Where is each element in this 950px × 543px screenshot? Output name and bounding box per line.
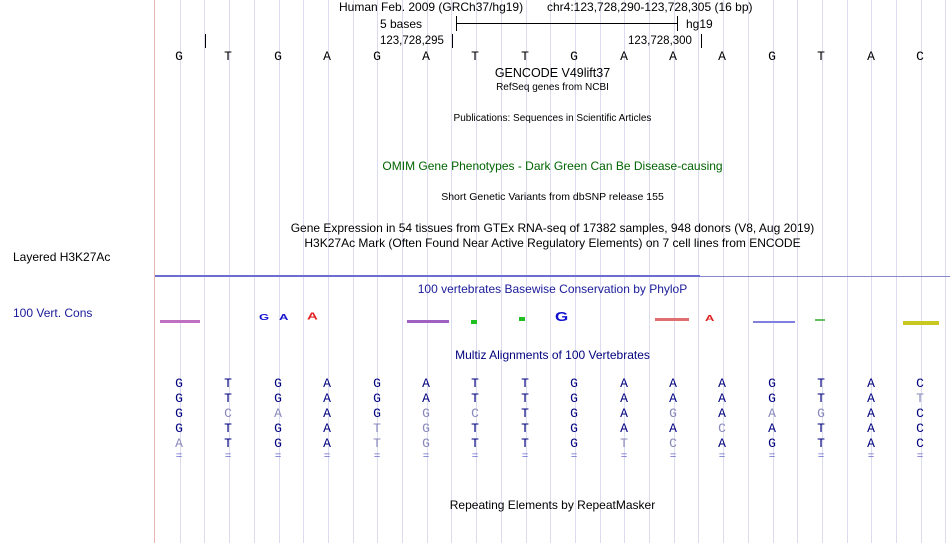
alignment-base: T — [817, 376, 825, 391]
alignment-base: G — [274, 421, 282, 436]
track-label-column — [0, 0, 156, 543]
alignment-base: T — [471, 376, 479, 391]
alignment-base: T — [521, 391, 529, 406]
alignment-base: A — [867, 436, 875, 451]
alignment-base: G — [570, 391, 578, 406]
alignment-base: T — [471, 421, 479, 436]
alignment-base: A — [867, 406, 875, 421]
alignment-base: A — [274, 406, 282, 421]
scale-bar-right-tick — [677, 16, 678, 31]
multiz-track-title[interactable]: Multiz Alignments of 100 Vertebrates — [455, 348, 650, 362]
alignment-base: G — [274, 391, 282, 406]
base-letter: T — [224, 49, 232, 64]
alignment-base: G — [175, 391, 183, 406]
alignment-base: T — [521, 376, 529, 391]
alignment-base: A — [718, 376, 726, 391]
alignment-base: T — [620, 436, 628, 451]
conservation-logo-g: G — [259, 313, 270, 322]
alignment-gap: = — [323, 451, 331, 463]
phylop-track-title[interactable]: 100 vertebrates Basewise Conservation by PhyloP — [417, 282, 688, 296]
scale-bar — [456, 23, 677, 24]
conservation-logo-a: A — [307, 310, 318, 323]
alignment-base: G — [175, 376, 183, 391]
alignment-base: A — [867, 421, 875, 436]
alignment-base: T — [471, 391, 479, 406]
conservation-bar — [407, 320, 449, 323]
alignment-base: A — [323, 391, 331, 406]
base-letter: A — [669, 49, 677, 64]
alignment-base: A — [669, 421, 677, 436]
alignment-gap: = — [669, 451, 677, 463]
conservation-bar — [160, 320, 200, 323]
ruler-tick — [701, 34, 702, 48]
conservation-bar — [903, 321, 939, 325]
base-letter: T — [817, 49, 825, 64]
alignment-base: T — [224, 436, 232, 451]
alignment-base: G — [422, 436, 430, 451]
conservation-logo-g: G — [555, 309, 569, 324]
position-readout: chr4:123,728,290-123,728,305 (16 bp) — [547, 0, 753, 14]
alignment-base: A — [422, 376, 430, 391]
alignment-base: T — [817, 421, 825, 436]
alignment-base: G — [373, 391, 381, 406]
browser-track-area[interactable] — [155, 0, 950, 543]
alignment-base: A — [323, 421, 331, 436]
base-letter: G — [768, 49, 776, 64]
conservation-bar — [753, 321, 795, 323]
base-letter: A — [323, 49, 331, 64]
h3k27ac-track-label[interactable]: Layered H3K27Ac — [13, 250, 111, 264]
alignment-base: G — [422, 406, 430, 421]
alignment-base: T — [224, 421, 232, 436]
alignment-base: G — [373, 376, 381, 391]
base-letter: A — [422, 49, 430, 64]
alignment-base: G — [373, 406, 381, 421]
alignment-base: A — [175, 436, 183, 451]
alignment-base: T — [521, 436, 529, 451]
alignment-base: T — [521, 421, 529, 436]
dbsnp-track-title[interactable]: Short Genetic Variants from dbSNP release 155 — [441, 191, 664, 203]
alignment-gap: = — [422, 451, 430, 463]
alignment-base: C — [916, 436, 924, 451]
alignment-gap: = — [867, 451, 875, 463]
alignment-gap: = — [521, 451, 529, 463]
base-letter: A — [718, 49, 726, 64]
alignment-base: G — [570, 376, 578, 391]
alignment-base: G — [422, 421, 430, 436]
base-letter: G — [570, 49, 578, 64]
base-letter: C — [916, 49, 924, 64]
alignment-base: A — [669, 376, 677, 391]
publications-track-title[interactable]: Publications: Sequences in Scientific Articles — [453, 113, 652, 124]
conservation-bar — [471, 320, 477, 324]
base-letter: G — [373, 49, 381, 64]
alignment-gap: = — [373, 451, 381, 463]
alignment-gap: = — [471, 451, 479, 463]
ruler-coord-left: 123,728,295 — [380, 35, 444, 47]
alignment-base: A — [620, 391, 628, 406]
alignment-base: C — [669, 436, 677, 451]
alignment-base: G — [768, 376, 776, 391]
alignment-base: A — [323, 376, 331, 391]
alignment-base: C — [916, 406, 924, 421]
alignment-base: T — [224, 391, 232, 406]
alignment-base: G — [570, 421, 578, 436]
alignment-base: C — [718, 421, 726, 436]
alignment-base: A — [620, 376, 628, 391]
alignment-base: G — [817, 406, 825, 421]
alignment-base: A — [323, 406, 331, 421]
alignment-base: T — [373, 436, 381, 451]
conservation-logo-a: A — [279, 313, 289, 322]
alignment-base: G — [768, 436, 776, 451]
alignment-gap: = — [274, 451, 282, 463]
alignment-base: A — [323, 436, 331, 451]
base-letter: A — [867, 49, 875, 64]
alignment-base: T — [817, 436, 825, 451]
alignment-gap: = — [224, 451, 232, 463]
alignment-base: A — [718, 406, 726, 421]
alignment-base: A — [867, 391, 875, 406]
conservation-logo-a: A — [705, 314, 715, 323]
base-letter: A — [620, 49, 628, 64]
alignment-base: G — [274, 436, 282, 451]
base-letter: T — [471, 49, 479, 64]
ruler-tick — [452, 34, 453, 48]
repeatmasker-track-title[interactable]: Repeating Elements by RepeatMasker — [449, 498, 656, 512]
alignment-base: G — [570, 406, 578, 421]
alignment-base: A — [867, 376, 875, 391]
refseq-track-subtitle: RefSeq genes from NCBI — [496, 82, 609, 93]
h3k27ac-signal-bar — [155, 275, 700, 277]
base-letter: T — [521, 49, 529, 64]
alignment-base: G — [669, 406, 677, 421]
alignment-base: T — [916, 391, 924, 406]
alignment-base: A — [422, 391, 430, 406]
alignment-base: G — [175, 421, 183, 436]
conservation-bar — [815, 319, 825, 321]
base-letter: G — [175, 49, 183, 64]
alignment-base: A — [768, 406, 776, 421]
ruler-coord-right: 123,728,300 — [628, 35, 692, 47]
alignment-base: A — [718, 436, 726, 451]
omim-track-title[interactable]: OMIM Gene Phenotypes - Dark Green Can Be Disease-causing — [382, 159, 723, 173]
alignment-base: C — [916, 376, 924, 391]
conservation-bar — [519, 317, 525, 321]
assembly-title: Human Feb. 2009 (GRCh37/hg19) — [339, 0, 524, 14]
conservation-bar — [655, 318, 689, 321]
alignment-gap: = — [570, 451, 578, 463]
conservation-track-label[interactable]: 100 Vert. Cons — [13, 306, 93, 320]
scale-bar-left-tick — [456, 16, 457, 31]
alignment-base: G — [570, 436, 578, 451]
alignment-base: T — [471, 436, 479, 451]
alignment-base: A — [620, 406, 628, 421]
alignment-gap: = — [817, 451, 825, 463]
base-letter: G — [274, 49, 282, 64]
alignment-gap: = — [916, 451, 924, 463]
gencode-track-title[interactable]: GENCODE V49lift37 — [494, 66, 611, 80]
alignment-gap: = — [718, 451, 726, 463]
alignment-base: C — [471, 406, 479, 421]
alignment-base: C — [224, 406, 232, 421]
alignment-gap: = — [620, 451, 628, 463]
h3k27ac-track-title[interactable]: H3K27Ac Mark (Often Found Near Active Regulatory Elements) on 7 cell lines from ENCODE — [304, 236, 801, 250]
alignment-gap: = — [175, 451, 183, 463]
ruler-tick — [205, 34, 206, 48]
alignment-gap: = — [768, 451, 776, 463]
alignment-base: A — [718, 391, 726, 406]
alignment-base: A — [620, 421, 628, 436]
alignment-base: T — [224, 376, 232, 391]
h3k27ac-signal-bar-tail — [700, 276, 950, 277]
alignment-base: A — [669, 391, 677, 406]
alignment-base: T — [373, 421, 381, 436]
alignment-base: G — [175, 406, 183, 421]
alignment-base: G — [274, 376, 282, 391]
gtex-track-title[interactable]: Gene Expression in 54 tissues from GTEx RNA-seq of 17382 samples, 948 donors (V8, Aug 2019) — [290, 221, 815, 235]
scale-text: 5 bases — [380, 17, 423, 31]
database-label: hg19 — [686, 17, 713, 31]
alignment-base: C — [916, 421, 924, 436]
alignment-base: T — [521, 406, 529, 421]
alignment-base: G — [768, 391, 776, 406]
alignment-base: A — [768, 421, 776, 436]
alignment-base: T — [817, 391, 825, 406]
